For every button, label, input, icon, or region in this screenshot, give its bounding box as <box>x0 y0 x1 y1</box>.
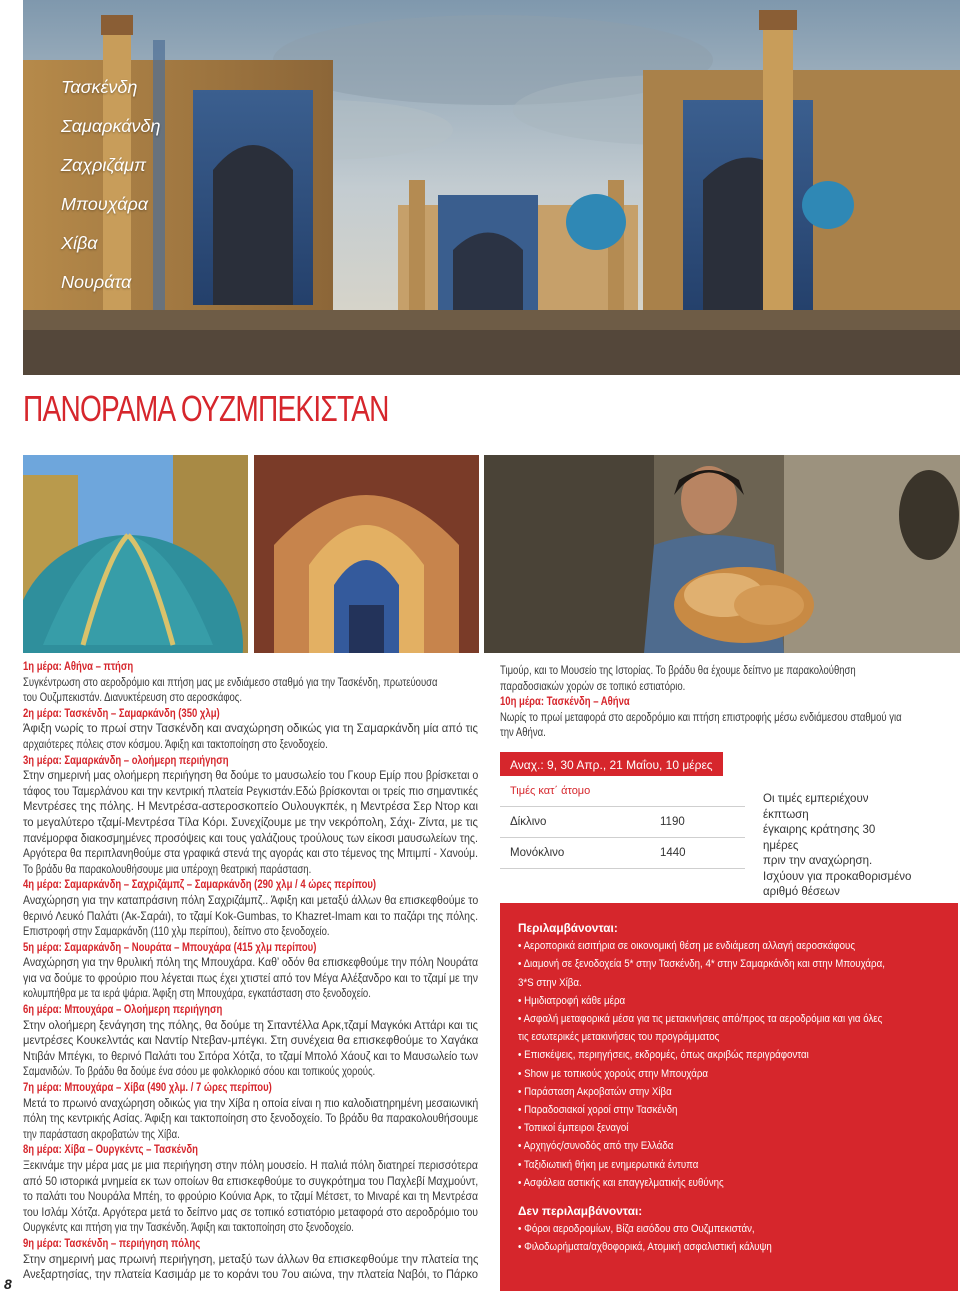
list-item: • Επισκέψεις, περιηγήσεις, εκδρομές, όπως ακριβώς περιγράφονται <box>518 1049 809 1062</box>
itinerary-text-line: Ανεξαρτησίας, την πλατεία Κασιμάρ με το κοράνι του 7ου αιώνα, την πλατεία Ναβόι, το Πάρκο <box>23 1268 478 1282</box>
itinerary-right-column <box>500 663 960 741</box>
city-label: Ζαχριζάμπ <box>61 155 147 175</box>
itinerary-text-line: πανέμορφα διακοσμημένες προσόψεις και τους γαλάζιους τρούλους των είκοσι μαυσωλείων της. <box>23 831 478 845</box>
itinerary-text-line: Αναχώρηση για την θρυλική πόλη της Μπουχάρα. Καθ’ οδόν θα επισκεφθούμε την πόλη Νουράτα <box>23 956 479 970</box>
price-table-subheader: Τιμές κατ΄ άτομο <box>500 776 745 807</box>
list-item: • Ασφάλεια αστικής και επαγγελματικής ευθύνης <box>518 1176 724 1189</box>
itinerary-text-line: Ουργκέντς και πτήση για την Τασκένδη. Άφιξη και τακτοποίηση στο ξενοδοχείο. <box>23 1221 354 1235</box>
itinerary-text-line: Άφιξη νωρίς το πρωί στην Τασκένδη και αναχώρηση οδικώς για τη Σαμαρκάνδη μία από τις <box>23 722 478 736</box>
price-note-line: Οι τιμές εμπεριέχουν έκπτωση <box>763 793 869 821</box>
price-note-line: Ισχύουν για προκαθορισμένο <box>763 870 912 883</box>
itinerary-text-line: την Αθήνα. <box>500 726 546 740</box>
list-item: • Παράσταση Ακροβατών στην Χίβα <box>518 1085 672 1098</box>
day-heading: 9η μέρα: Τασκένδη – περιήγηση πόλης <box>23 1236 201 1250</box>
includes-box <box>500 903 958 1291</box>
itinerary-text-line: από 50 ιστορικά μνημεία εκ των οποίων θα επισκεφθούμε το συγκρότημα του Παχλεβί Μαχμούντ, <box>23 1174 479 1188</box>
list-item: • Διαμονή σε ξενοδοχεία 5* στην Τασκένδη, 4* στην Σαμαρκάνδη και στην Μπουχάρα, <box>518 958 885 971</box>
itinerary-text-line: του Ουζμπεκιστάν. Διανυκτέρευση στο αεροσκάφος. <box>23 691 243 705</box>
itinerary-text-line: Τιμούρ, και το Μουσείο της Ιστορίας. Το βράδυ θα έχουμε δείπνο με παρακολούθηση <box>500 664 856 677</box>
price-value: 1440 <box>660 847 686 859</box>
list-item: • Φιλοδωρήματα/αχθοφορικά, Ατομική ασφαλιστική κάλυψη <box>518 1241 772 1254</box>
city-label: Νουράτα <box>61 272 132 292</box>
itinerary-text-line: Μεντρέσες της πόλης. Η Μεντρέσα-αστεροσκοπείο Ουλουγκπέκ, η Μεντρέσα Σερ Ντορ και <box>23 800 478 814</box>
excludes-heading: Δεν περιλαμβάνονται: <box>518 1204 643 1219</box>
itinerary-text-line: Σαμανιδών. Το βράδυ θα δούμε ένα σόου με φολκλορικό σόου και τοπικούς χορούς. <box>23 1065 376 1079</box>
price-row <box>500 838 745 869</box>
day-heading: 10η μέρα: Τασκένδη – Αθήνα <box>500 695 630 709</box>
list-item: • Ημιδιατροφή κάθε μέρα <box>518 994 626 1007</box>
list-item: • Show με τοπικούς χορούς στην Μπουχάρα <box>518 1067 709 1080</box>
itinerary-text-line: Ντιβάν Μπέγκι, το θερινό Παλάτι του Σιτόρα Χότζα, το τζαμί Μπολό Χάουζ και το Μαυσωλείο των <box>23 1049 479 1063</box>
includes-heading: Περιλαμβάνονται: <box>518 921 618 935</box>
itinerary-text-line: Στην σημερινή μας ολοήμερη περιήγηση θα δούμε το μαυσωλείο του Γκουρ Εμίρ που βρίσκεται ο <box>23 769 479 783</box>
list-item: • Τοπικοί έμπειροι ξεναγοί <box>518 1122 629 1135</box>
city-label: Μπουχάρα <box>61 194 149 214</box>
includes-list <box>518 937 940 1192</box>
itinerary-text-line: κολυμπήθρα με τα ιερά ψάρια. Άφιξη στη Μπουχάρα, εγκατάσταση στο ξενοδοχείο. <box>23 987 371 1001</box>
itinerary-text-line: τάφος του Ταμερλάνου και την κεντρική πλατεία Ρεγκιστάν.Εδώ βρίσκονται οι τρείς πιο σημαντικές <box>23 784 479 798</box>
itinerary-text-line: θερινό Λευκό Παλάτι (Ακ-Σαράι), το τζαμί Kok-Gumbas, το Khazret-Imam και το παζάρι της πόλης. <box>23 909 478 923</box>
itinerary-left-column <box>23 659 478 1283</box>
price-table-header: Αναχ.: 9, 30 Απρ., 21 Μαΐου, 10 μέρες <box>500 752 723 776</box>
itinerary-text-line: Στην ολοήμερη ξενάγηση της πόλης, θα δούμε τη Σιταντέλλα Αρκ,τζαμί Μαγκόκι Αττάρι και τις <box>23 1018 479 1032</box>
price-table <box>500 752 745 869</box>
day-heading: 8η μέρα: Χίβα – Ουργκέντς – Τασκένδη <box>23 1143 198 1157</box>
list-item: • Αεροπορικά εισιτήρια σε οικονομική θέση με ενδιάμεση αλλαγή αεροσκάφους <box>518 940 856 953</box>
itinerary-text-line: το παλάτι του Νουράλα Μπέη, το φρούριο Κούνια Αρκ, το τζαμί Μέτσετ, το Μιναρέ και τη Μεντρέσα <box>23 1190 478 1204</box>
list-item: 3*S στην Χίβα. <box>518 976 582 989</box>
city-label: Χίβα <box>61 233 98 253</box>
itinerary-text-line: Αναχώρηση για την καταπράσινη πόλη Σαχριζάμπζ.. Άφιξη και μεταξύ άλλων θα επισκεφθούμε το <box>23 893 479 907</box>
day-heading: 1η μέρα: Αθήνα – πτήση <box>23 660 134 673</box>
excludes-list <box>518 1220 940 1256</box>
day-heading: 3η μέρα: Σαμαρκάνδη – ολοήμερη περιήγηση <box>23 753 229 767</box>
page-number: 8 <box>4 1276 12 1292</box>
itinerary-text-line: Αργότερα θα περιπλανηθούμε στα γραφικά στενά της αγοράς και στο τέμενος της Μπιμπί - Χανούμ. <box>23 847 478 861</box>
itinerary-text-line: Επιστροφή στην Σαμαρκάνδη (110 χλμ περίπου), δείπνο στο ξενοδοχείο. <box>23 925 330 939</box>
itinerary-text-line: Νωρίς το πρωί μεταφορά στο αεροδρόμιο και πτήση επιστροφής μέσω ενδιάμεσου σταθμού για <box>500 710 902 724</box>
list-item: • Αρχηγός/συνοδός από την Ελλάδα <box>518 1140 674 1153</box>
page-title: ΠΑΝΟΡΑΜΑ ΟΥΖΜΠΕΚΙΣΤΑΝ <box>23 388 389 429</box>
price-row <box>500 807 745 838</box>
day-heading: 5η μέρα: Σαμαρκάνδη – Νουράτα – Μπουχάρα (415 χλμ περίπου) <box>23 940 317 954</box>
price-note <box>763 792 913 901</box>
itinerary-text-line: πόλη της κεντρικής Ασίας. Άφιξη και τακτοποίηση στο ξενοδοχείο. Το βράδυ θα παρακολουθήσουμε <box>23 1112 479 1126</box>
day-heading: 4η μέρα: Σαμαρκάνδη – Σαχριζάμπζ – Σαμαρκάνδη (290 χλμ / 4 ώρες περίπου) <box>23 878 377 892</box>
itinerary-text-line: μεντρέσες Κουκελντάς και Ναντίρ Ντεβαν-μπέγκι. Στη συνέχεια θα επισκεφθούμε τo Χαγάκα <box>23 1034 479 1048</box>
day-heading: 2η μέρα: Τασκένδη – Σαμαρκάνδη (350 χλμ) <box>23 706 220 720</box>
list-item: • Ταξιδιωτική θήκη με ενημερωτικά έντυπα <box>518 1158 699 1171</box>
day-heading: 7η μέρα: Μπουχάρα – Χίβα (490 χλμ. / 7 ώρες περίπου) <box>23 1081 272 1095</box>
city-label: Τασκένδη <box>61 77 138 97</box>
itinerary-text-line: του Ισλάμ Χότζα. Αργότερα μετά το δείπνο μας σε τοπικό εστιατόριο μεταφορά στο αεροδρόμιο του <box>23 1205 478 1219</box>
day-heading: 6η μέρα: Μπουχάρα – Ολοήμερη περιήγηση <box>23 1003 223 1017</box>
room-type: Δίκλινο <box>510 816 547 828</box>
itinerary-text-line: Συγκέντρωση στο αεροδρόμιο και πτήση μας με ενδιάμεσο σταθμό για την Τασκένδη, πρωτεύουσα <box>23 675 438 689</box>
price-note-line: έγκαιρης κράτησης 30 ημέρες <box>763 824 876 852</box>
itinerary-text-line: Μετά το πρωινό αναχώρηση οδικώς για την Χίβα η οποία είναι η πιο καλοδιατηρημένη μεσαιωνική <box>23 1096 479 1110</box>
hero-photo-registan <box>23 0 960 375</box>
list-item: • Ασφαλή μεταφορικά μέσα για τις μετακινήσεις από/προς τα αεροδρόμια και για όλες <box>518 1013 883 1026</box>
room-type: Μονόκλινο <box>510 847 565 859</box>
price-value: 1190 <box>660 816 685 828</box>
itinerary-text-line: Στην σημερινή μας πρωινή περιήγηση, μεταξύ των άλλων θα επισκεφθούμε την πλατεία της <box>23 1252 479 1266</box>
itinerary-text-line: Ξεκινάμε την μέρα μας με μια περιήγηση στην πόλη μουσείο. Η παλιά πόλη διατηρεί περισσότερα <box>23 1159 478 1172</box>
itinerary-text-line: αρχαιότερες πόλεις στον κόσμου. Άφιξη και τακτοποίηση στο ξενοδοχείο. <box>23 737 328 751</box>
price-note-line: πριν την αναχώρηση. <box>763 855 873 867</box>
photo-woman-with-bread <box>484 455 960 653</box>
itinerary-text-line: για να δούμε το φρούριο που λέγεται πως έχει χτιστεί από τον Μέγα Αλέξανδρο και το τζαμί με την <box>23 971 478 985</box>
itinerary-text-line: παραδοσιακών χορών σε τοπικό εστιατόριο. <box>500 679 686 693</box>
itinerary-text-line: την παράσταση ακροβατών της Χίβα. <box>23 1127 180 1141</box>
list-item: • Φόροι αεροδρομίων, Βίζα εισόδου στο Ουζμπεκιστάν, <box>518 1223 755 1236</box>
list-item: • Παραδοσιακοί χοροί στην Τασκένδη <box>518 1104 678 1117</box>
photo-mosque-ceiling <box>254 455 479 653</box>
itinerary-text-line: το μεγαλύτερο τζαμί-Μεντρέσα Τίλα Κόρι. Συνεχίζουμε με την νεκρόπολη, Σάχι- Ζίντα, με τις <box>23 815 478 829</box>
city-label: Σαμαρκάνδη <box>61 116 161 136</box>
cities-list <box>61 75 161 309</box>
price-note-line: αριθμό θέσεων <box>763 886 840 898</box>
list-item: τις εσωτερικές μετακινήσεις του προγράμματος <box>518 1031 720 1044</box>
photo-blue-dome <box>23 455 248 653</box>
itinerary-text-line: Το βράδυ θα παρακολουθήσουμε μια υπέροχη θεατρική παράσταση. <box>23 862 312 876</box>
